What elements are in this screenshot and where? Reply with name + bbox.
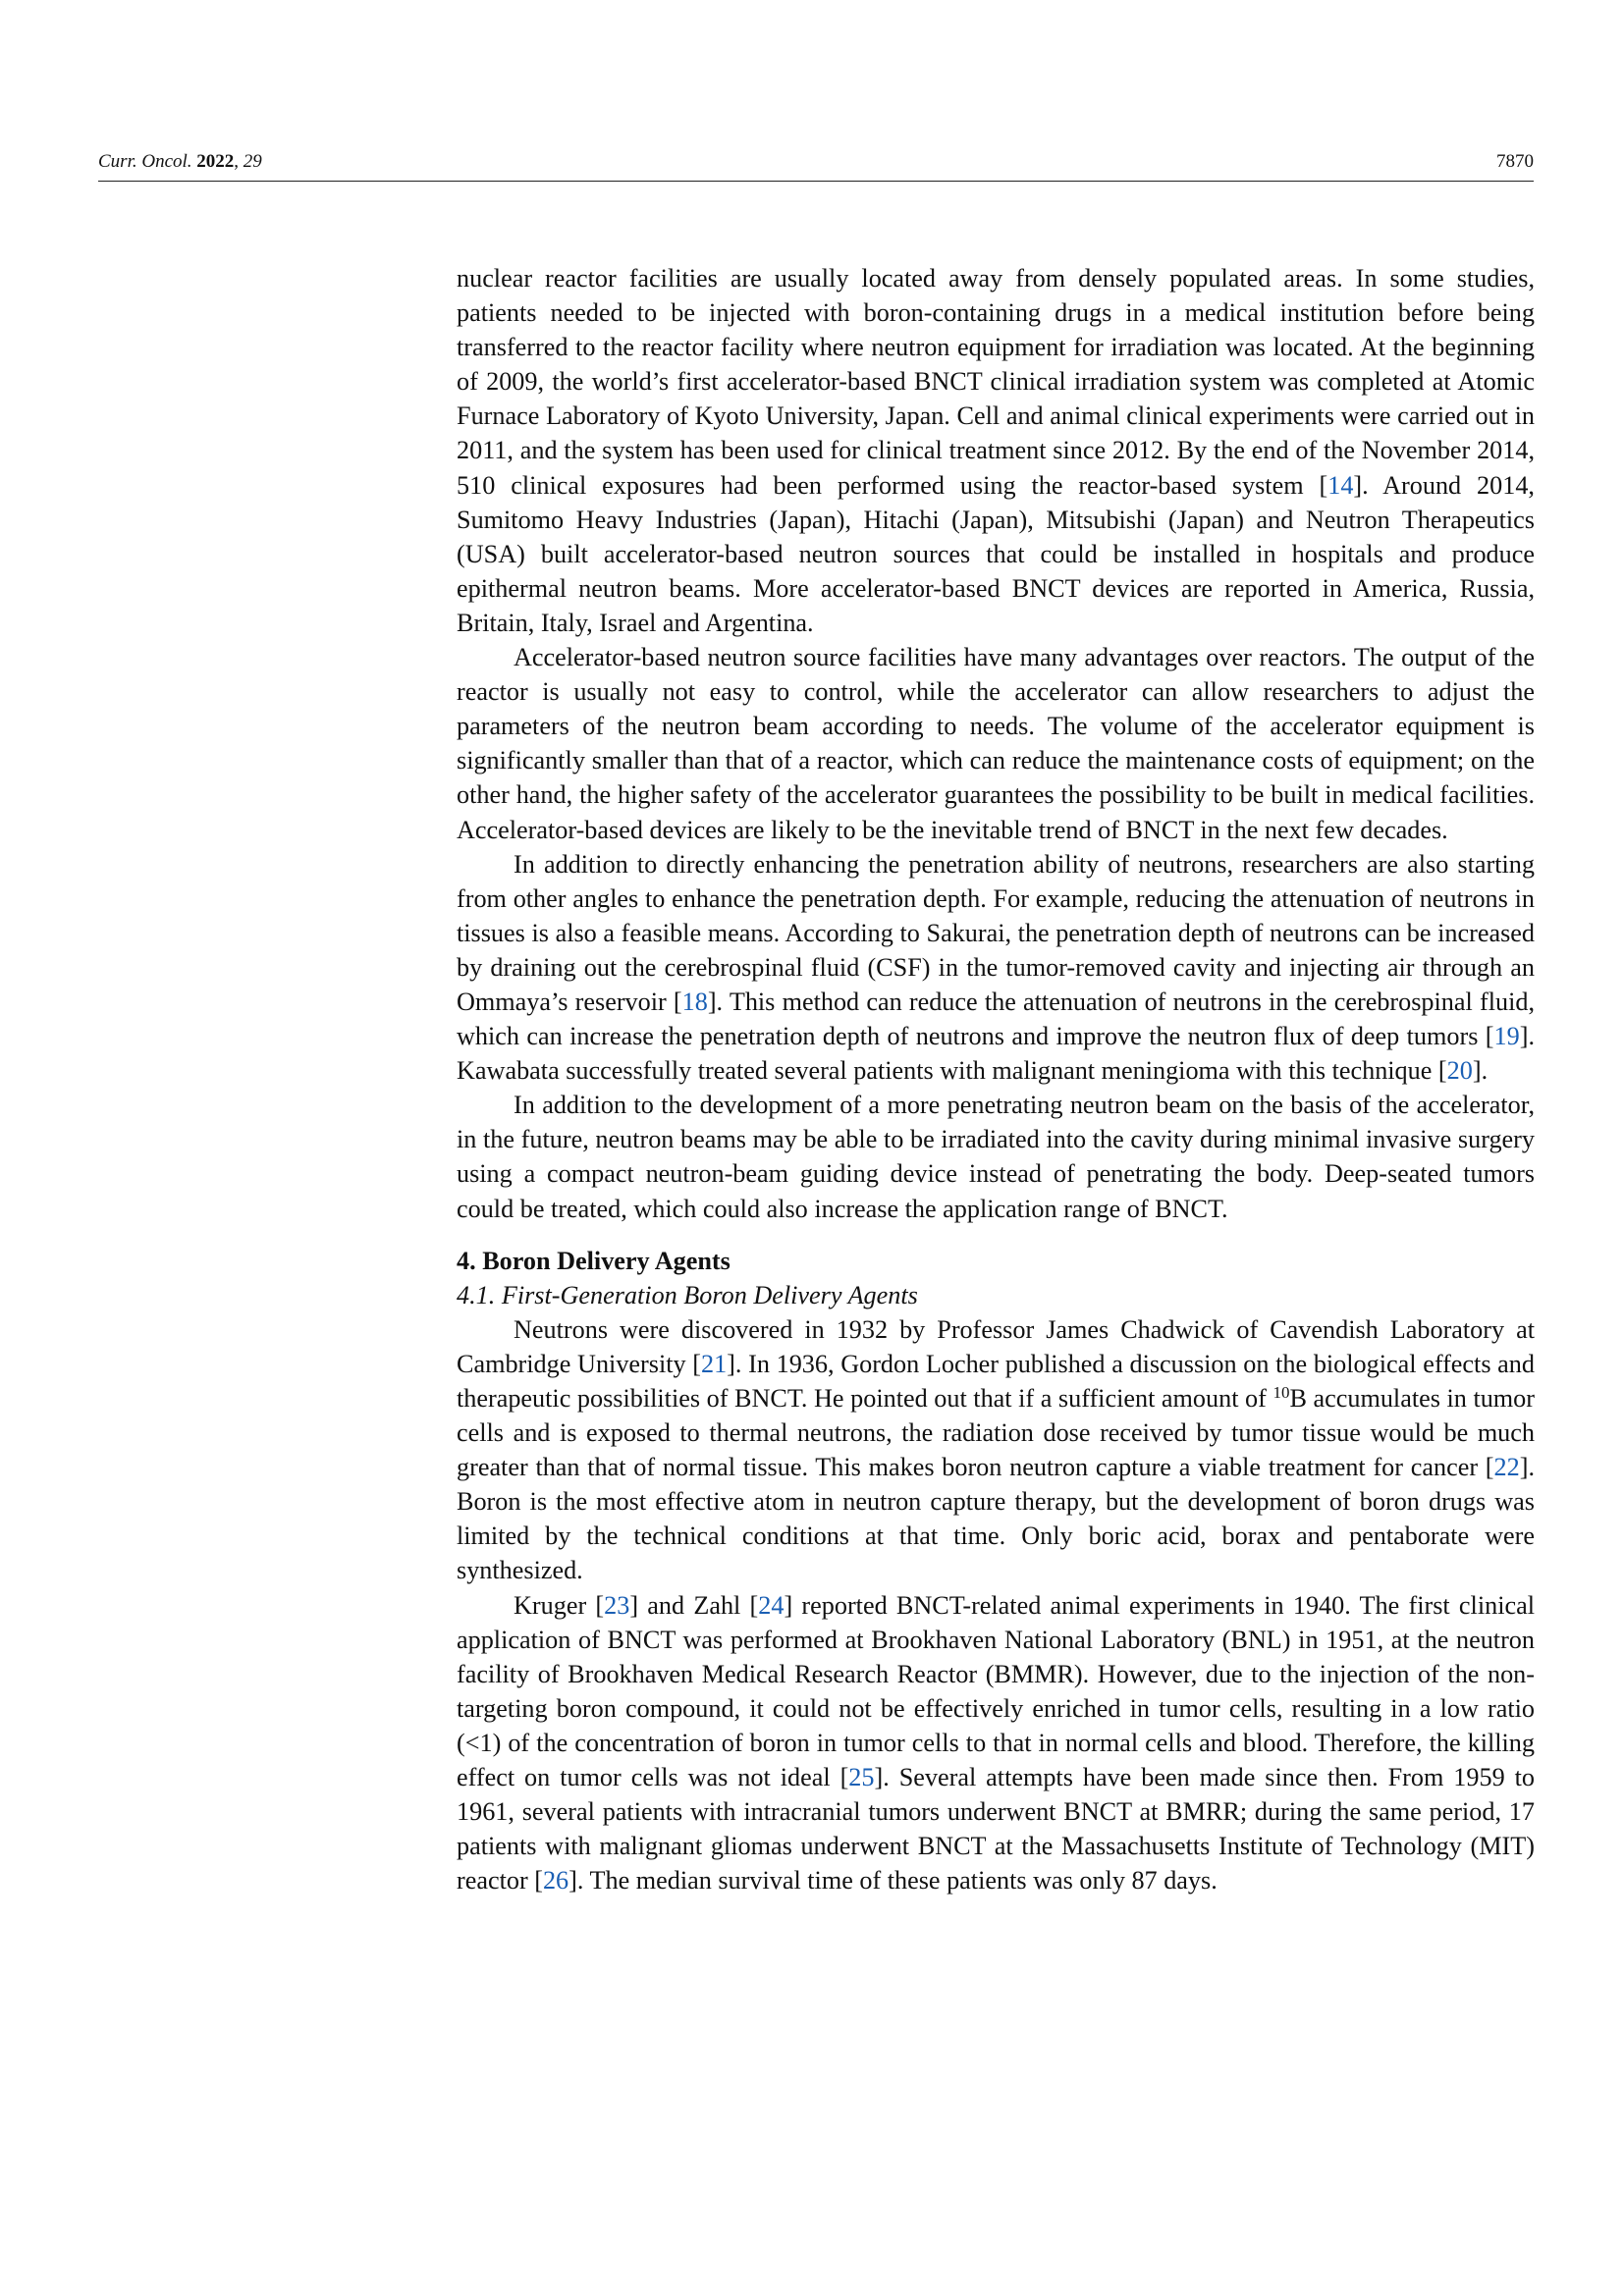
paragraph-text: ]. This method can reduce the attenuation of neutrons in the cerebrospinal fluid, which can increase the penetration depth of neutrons and improve the neutron flux of deep tumors [ [457, 987, 1535, 1051]
paragraph-text: In addition to the development of a more penetrating neutron beam on the basis of the accelerator, in the future, neutron beams may be able to be irradiated into the cavity during minimal invasive surgery using a compact neutron-beam guiding device instead of penetrating the body. Deep-seated tumors could be treated, which could also increase the application range of BNCT. [457, 1091, 1535, 1223]
paragraph [457, 1088, 1535, 1225]
paragraph [457, 1312, 1535, 1588]
article-body [457, 261, 1535, 1897]
journal-volume: 29 [243, 151, 262, 172]
paragraph-text: ]. Kawabata successfully treated several patients with malignant meningioma with this technique [ [457, 1022, 1535, 1086]
citation-link[interactable]: 25 [848, 1763, 875, 1792]
paragraph-text: Neutrons were discovered in 1932 by Professor James Chadwick of Cavendish Laboratory at Cambridge University [ [457, 1314, 1535, 1378]
paragraph-text: ]. Several attempts have been made since then. From 1959 to 1961, several patients with intracranial tumors underwent BNCT at BMRR; during the same period, 17 patients with malignant gliomas underwent BNCT at the Massachusetts Institute of Technology (MIT) reactor [ [457, 1763, 1536, 1896]
paragraph-text: ] and Zahl [ [629, 1590, 759, 1620]
citation-link[interactable]: 14 [1327, 470, 1354, 500]
journal-citation: Curr. Oncol. 2022, 29 [98, 151, 262, 172]
paragraph [457, 640, 1535, 847]
journal-year: 2022 [196, 151, 235, 172]
page-header [98, 151, 1534, 182]
paragraph-text: B accumulates in tumor cells and is exposed to thermal neutrons, the radiation dose received by tumor tissue would be much greater than that of normal tissue. This makes boron neutron capture a viable treatment for cancer [ [457, 1384, 1535, 1482]
paragraph-text: ] reported BNCT-related animal experiments in 1940. The first clinical application of BNCT was performed at Brookhaven National Laboratory (BNL) in 1951, at the neutron facility of Brookhaven Medical Research Reactor (BMMR). However, due to the injection of the non-targeting boron compound, it could not be effectively enriched in tumor cells, resulting in a low ratio (<1) of the concentration of boron in tumor cells to that in normal cells and blood. Therefore, the killing effect on tumor cells was not ideal [ [457, 1590, 1535, 1792]
citation-link[interactable]: 22 [1493, 1453, 1520, 1482]
subsection-heading: 4.1. First-Generation Boron Delivery Agents [457, 1280, 918, 1309]
citation-link[interactable]: 21 [700, 1349, 728, 1378]
paragraph-group-section-4 [457, 1312, 1535, 1898]
section-heading: 4. Boron Delivery Agents [457, 1246, 731, 1275]
isotope-superscript: 10 [1272, 1383, 1290, 1402]
paragraph-group-section-3 [457, 261, 1535, 1226]
citation-link[interactable]: 23 [604, 1590, 630, 1620]
paragraph-text: ]. [1472, 1056, 1489, 1086]
citation-link[interactable]: 20 [1446, 1056, 1473, 1086]
paragraph-text: Accelerator-based neutron source facilities have many advantages over reactors. The output of the reactor is usually not easy to control, while the accelerator can allow researchers to adjust the parameters of the neutron beam according to needs. The volume of the accelerator equipment is significantly smaller than that of a reactor, which can reduce the maintenance costs of equipment; on the other hand, the higher safety of the accelerator guarantees the possibility to be built in medical facilities. Accelerator-based devices are likely to be the inevitable trend of BNCT in the next few decades. [457, 643, 1535, 844]
paragraph-text: ]. Boron is the most effective atom in neutron capture therapy, but the development of boron drugs was limited by the technical conditions at that time. Only boric acid, borax and pentaborate were synthesized. [457, 1453, 1535, 1585]
journal-name: Curr. Oncol. [98, 151, 192, 172]
paragraph [457, 261, 1535, 640]
paragraph-text: nuclear reactor facilities are usually located away from densely populated areas. In some studies, patients needed to be injected with boron-containing drugs in a medical institution before being transferred to the reactor facility where neutron equipment for irradiation was located. At the beginning of 2009, the world’s first accelerator-based BNCT clinical irradiation system was completed at Atomic Furnace Laboratory of Kyoto University, Japan. Cell and animal clinical experiments were carried out in 2011, and the system has been used for clinical treatment since 2012. By the end of the November 2014, 510 clinical exposures had been performed using the reactor-based system [ [457, 264, 1535, 500]
citation-link[interactable]: 18 [681, 987, 708, 1016]
citation-link[interactable]: 26 [542, 1866, 569, 1896]
paragraph-text: ]. Around 2014, Sumitomo Heavy Industries (Japan), Hitachi (Japan), Mitsubishi (Japan) and Neutron Therapeutics (USA) built accelerator-based neutron sources that could be installed in hospitals and produce epithermal neutron beams. More accelerator-based BNCT devices are reported in America, Russia, Britain, Italy, Israel and Argentina. [457, 470, 1535, 637]
citation-link[interactable]: 24 [758, 1590, 785, 1620]
paragraph-text: Kruger [ [514, 1590, 605, 1620]
paragraph-text: In addition to directly enhancing the penetration ability of neutrons, researchers are also starting from other angles to enhance the penetration depth. For example, reducing the attenuation of neutrons in tissues is also a feasible means. According to Sakurai, the penetration depth of neutrons can be increased by draining out the cerebrospinal fluid (CSF) in the tumor-removed cavity and injecting air through an Ommaya’s reservoir [ [457, 849, 1535, 1016]
paragraph-text: ]. In 1936, Gordon Locher published a discussion on the biological effects and therapeutic possibilities of BNCT. He pointed out that if a sufficient amount of [457, 1349, 1535, 1413]
paragraph [457, 847, 1535, 1089]
page-number: 7870 [1496, 151, 1534, 172]
paragraph-text: ]. The median survival time of these patients was only 87 days. [568, 1866, 1218, 1896]
paragraph [457, 1588, 1535, 1898]
citation-link[interactable]: 19 [1493, 1022, 1520, 1051]
